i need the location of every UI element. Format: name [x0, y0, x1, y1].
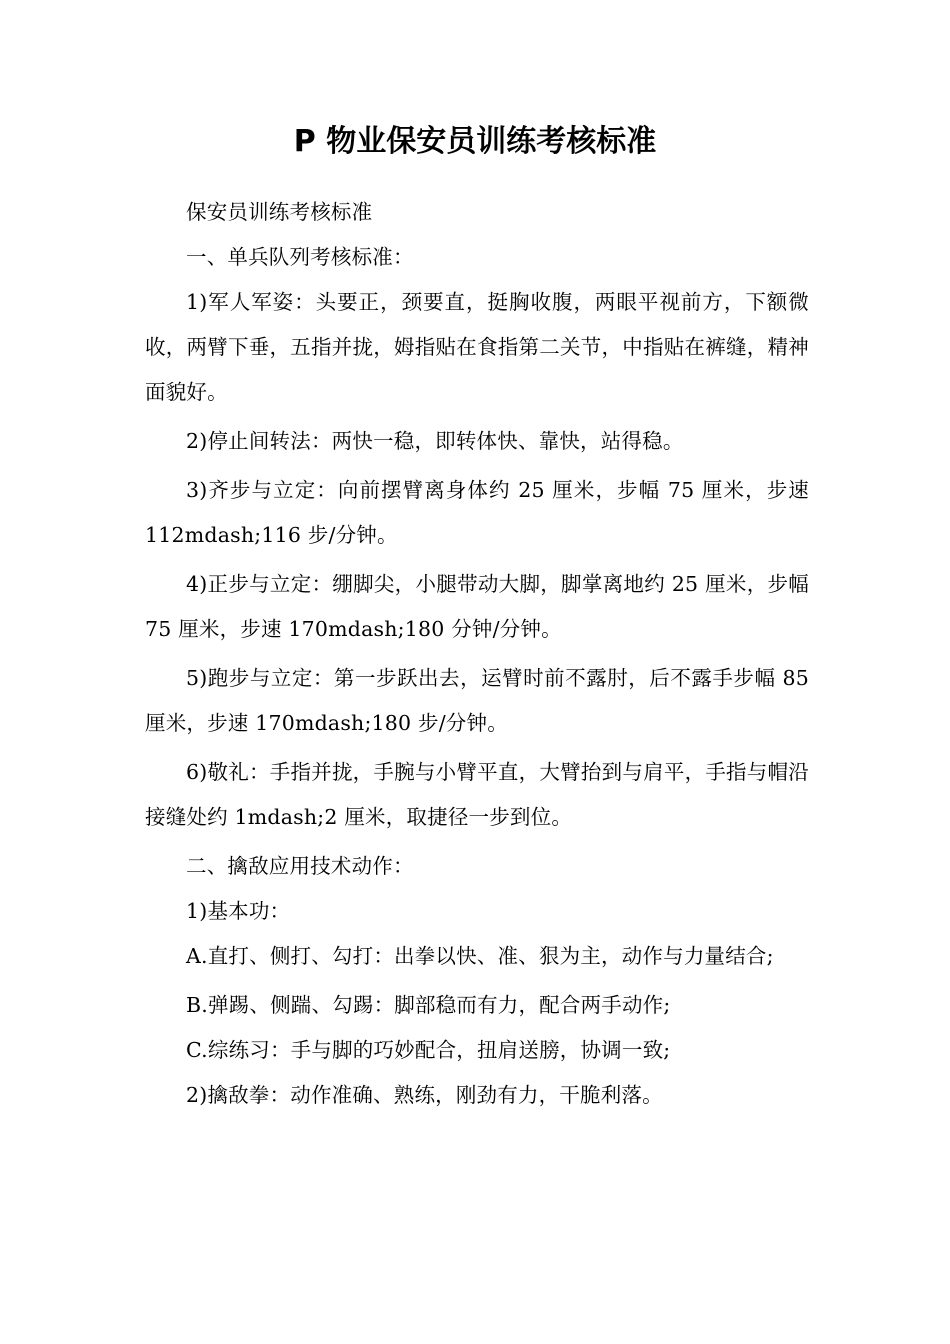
paragraph-quick-march: 3)齐步与立定：向前摆臂离身体约 25 厘米，步幅 75 厘米，步速 112mdash;116 步/分钟。: [145, 478, 809, 547]
document-title: P 物业保安员训练考核标准: [293, 124, 657, 159]
paragraph-basic-skills: 1)基本功：: [186, 899, 291, 923]
paragraph-subtitle: 保安员训练考核标准: [186, 200, 373, 224]
paragraph-running-step: 5)跑步与立定：第一步跃出去，运臂时前不露肘，后不露手步幅 85 厘米，步速 170mdash;180 步/分钟。: [145, 666, 809, 735]
paragraph-salute: 6)敬礼：手指并拢，手腕与小臂平直，大臂抬到与肩平，手指与帽沿接缝处约 1mdash;2 厘米，取捷径一步到位。: [145, 760, 809, 829]
paragraph-parade-step: 4)正步与立定：绷脚尖，小腿带动大脚，脚掌离地约 25 厘米，步幅 75 厘米，步速 170mdash;180 分钟/分钟。: [145, 572, 809, 641]
paragraph-capture-fist: 2)擒敌拳：动作准确、熟练，刚劲有力，干脆利落。: [186, 1083, 663, 1107]
paragraph-kicks: B.弹踢、侧踹、勾踢：脚部稳而有力，配合两手动作;: [186, 993, 671, 1017]
paragraph-section-2-heading: 二、擒敌应用技术动作：: [186, 854, 414, 878]
paragraph-punches: A.直打、侧打、勾打：出拳以快、准、狠为主，动作与力量结合;: [186, 944, 774, 968]
paragraph-combined-practice: C.综练习：手与脚的巧妙配合，扭肩送膀，协调一致;: [186, 1038, 671, 1062]
paragraph-section-1-heading: 一、单兵队列考核标准：: [186, 245, 414, 269]
paragraph-military-posture: 1)军人军姿：头要正，颈要直，挺胸收腹，两眼平视前方，下额微收，两臂下垂，五指并拢，姆指贴在食指第二关节，中指贴在裤缝，精神面貌好。: [145, 290, 809, 404]
paragraph-stationary-turns: 2)停止间转法：两快一稳，即转体快、靠快，站得稳。: [186, 429, 684, 453]
document-body: [145, 190, 809, 1118]
